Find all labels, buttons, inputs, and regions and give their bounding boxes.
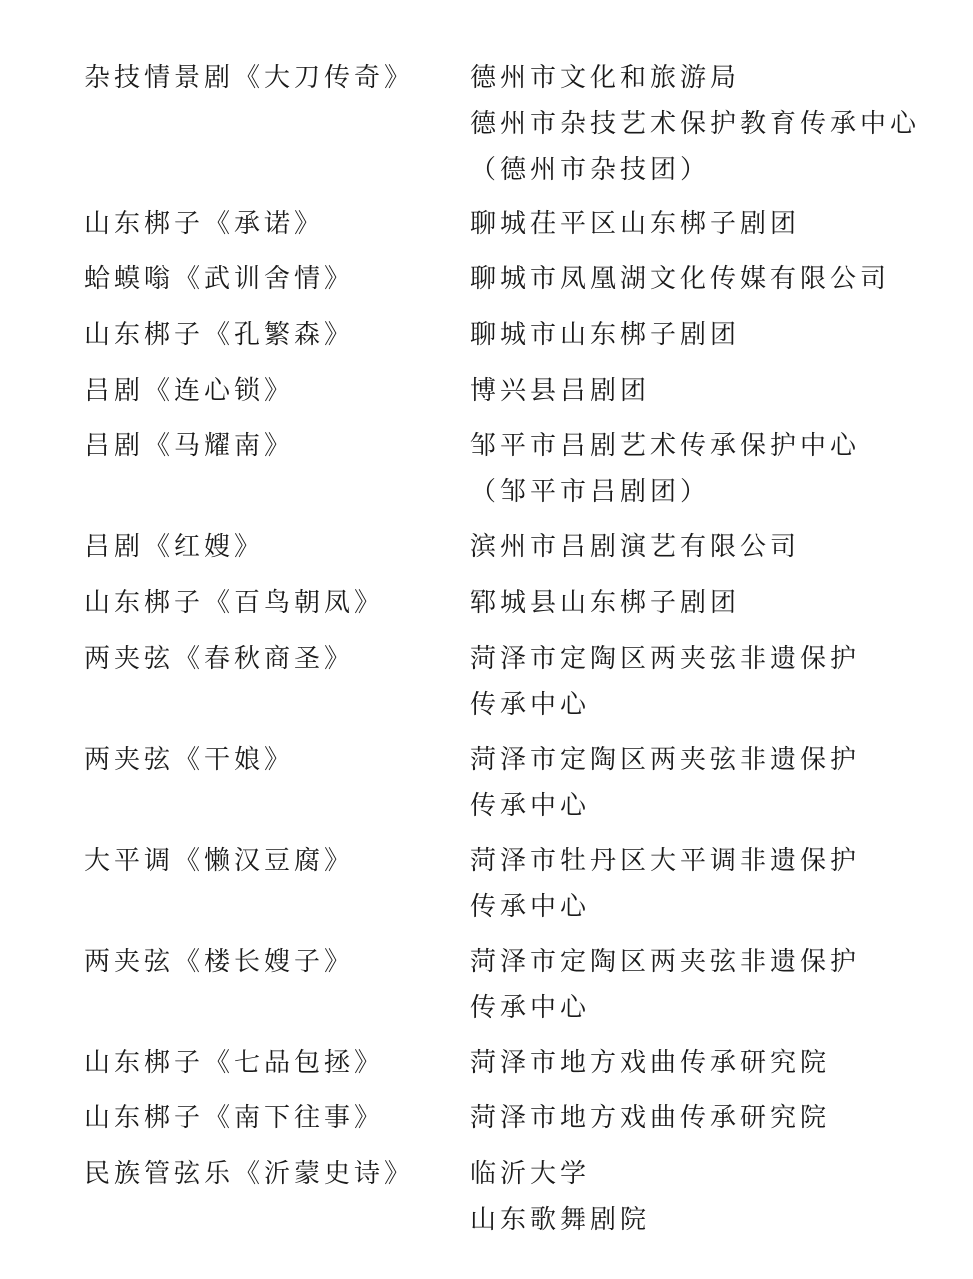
organization-line: 郓城县山东梆子剧团 [470,588,741,618]
organization [470,201,960,247]
work-title: 吕剧《马耀南》 [84,431,295,461]
organization-line: 菏泽市定陶区两夹弦非遗保护 [470,947,861,977]
organization-line: 山东歌舞剧院 [470,1205,651,1235]
work-title: 山东梆子《承诺》 [84,209,325,239]
work-title: 两夹弦《楼长嫂子》 [84,947,355,977]
organization-line: 传承中心 [470,791,591,821]
organization [470,1040,960,1086]
organization-line: 菏泽市地方戏曲传承研究院 [470,1048,831,1078]
organization-line: 菏泽市定陶区两夹弦非遗保护 [470,644,861,674]
organization [470,256,960,302]
organization-line: 临沂大学 [470,1159,591,1189]
organization [470,423,960,515]
organization [470,55,960,193]
organization [470,368,960,414]
organization-line: 聊城茌平区山东梆子剧团 [470,209,801,239]
organization [470,1151,960,1243]
work-title: 大平调《懒汉豆腐》 [84,846,355,876]
organization-line: 传承中心 [470,993,591,1023]
organization-line: 邹平市吕剧艺术传承保护中心 [470,431,861,461]
organization [470,312,960,358]
organization-line: （德州市杂技团） [470,155,711,185]
work-title: 杂技情景剧《大刀传奇》 [84,63,415,93]
organization-line: 菏泽市地方戏曲传承研究院 [470,1103,831,1133]
work-title: 两夹弦《干娘》 [84,745,295,775]
work-title: 山东梆子《南下往事》 [84,1103,385,1133]
work-title: 民族管弦乐《沂蒙史诗》 [84,1159,415,1189]
work-title: 蛤蟆嗡《武训舍情》 [84,264,355,294]
organization [470,636,960,728]
work-title: 两夹弦《春秋商圣》 [84,644,355,674]
organization [470,1095,960,1141]
work-title: 吕剧《红嫂》 [84,532,265,562]
work-title: 山东梆子《孔繁森》 [84,320,355,350]
organization-line: 传承中心 [470,690,591,720]
organization [470,580,960,626]
organization [470,524,960,570]
work-title: 山东梆子《百鸟朝凤》 [84,588,385,618]
organization-line: 聊城市山东梆子剧团 [470,320,741,350]
organization-line: 滨州市吕剧演艺有限公司 [470,532,801,562]
organization [470,838,960,930]
organization-line: 菏泽市定陶区两夹弦非遗保护 [470,745,861,775]
organization [470,737,960,829]
organization-line: 德州市杂技艺术保护教育传承中心 [470,109,921,139]
organization-line: 聊城市凤凰湖文化传媒有限公司 [470,264,891,294]
work-title: 山东梆子《七品包拯》 [84,1048,385,1078]
organization-line: 菏泽市牡丹区大平调非遗保护 [470,846,861,876]
organization-line: 德州市文化和旅游局 [470,63,741,93]
organization-line: 传承中心 [470,892,591,922]
work-title: 吕剧《连心锁》 [84,376,295,406]
organization [470,939,960,1031]
organization-line: （邹平市吕剧团） [470,477,711,507]
organization-line: 博兴县吕剧团 [470,376,651,406]
